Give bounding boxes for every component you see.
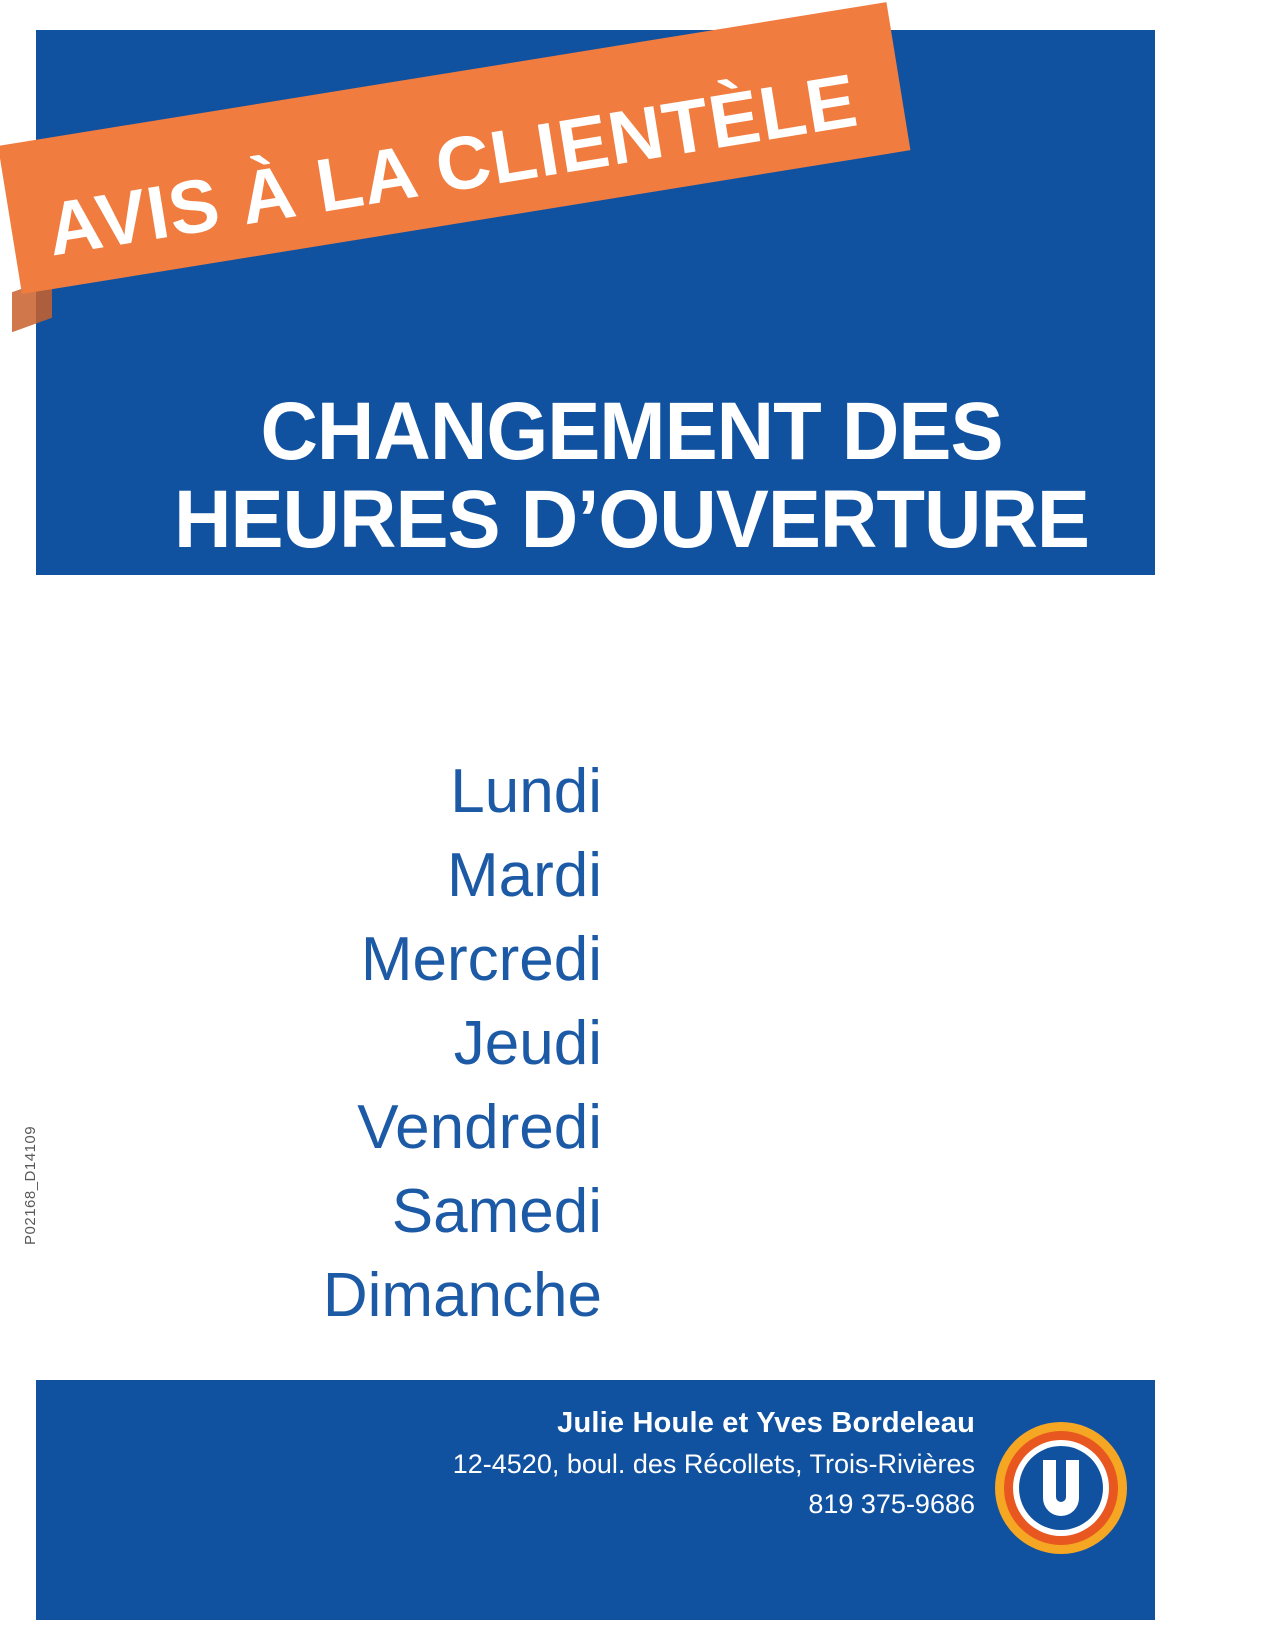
page-title-line-1: CHANGEMENT DES — [260, 386, 1003, 477]
list-item: Lundi — [450, 757, 602, 826]
footer-address: 12-4520, boul. des Récollets, Trois-Rivières — [452, 1449, 975, 1479]
list-item: Dimanche — [322, 1261, 602, 1330]
brand-logo — [991, 1418, 1131, 1558]
footer-contact-info — [453, 1402, 975, 1524]
list-item: Vendredi — [357, 1093, 602, 1162]
page-title — [72, 388, 1191, 564]
opening-days-list — [0, 750, 1180, 1338]
list-item: Samedi — [391, 1177, 602, 1246]
list-item: Mardi — [446, 841, 602, 910]
ribbon-label: AVIS À LA CLIENTÈLE — [41, 57, 864, 272]
footer-owners: Julie Houle et Yves Bordeleau — [557, 1407, 975, 1439]
footer-phone: 819 375-9686 — [808, 1489, 975, 1519]
page-title-line-2: HEURES D’OUVERTURE — [173, 474, 1090, 565]
list-item: Jeudi — [453, 1009, 602, 1078]
list-item: Mercredi — [360, 925, 602, 994]
document-reference-code: P02168_D14109 — [22, 1125, 39, 1245]
footer-block — [36, 1380, 1155, 1620]
notice-ribbon — [0, 57, 920, 365]
